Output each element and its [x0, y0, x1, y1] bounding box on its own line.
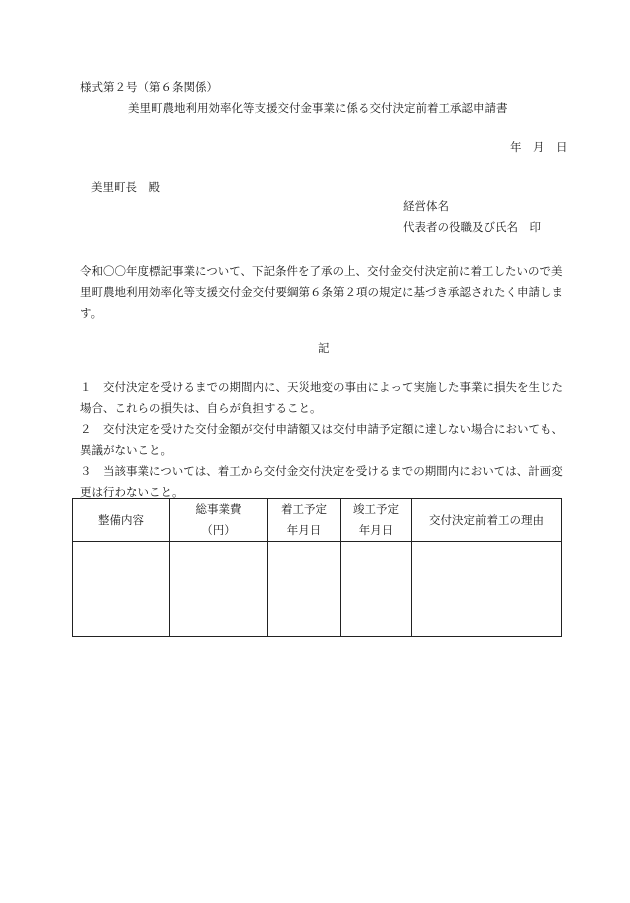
header-sublabel: 年月日 [358, 523, 394, 537]
header-label: 整備内容 [98, 512, 144, 527]
application-body-text: 令和〇〇年度標記事業について、下記条件を了承の上、交付金交付決定前に着工したいので美里町農地利用効率化等支援交付金交付要綱第６条第２項の規定に基づき承認されたく申請します。 [80, 264, 563, 320]
header-label: 竣工予定 [353, 502, 399, 516]
condition-item: ３ 当該事業については、着工から交付金交付決定を受けるまでの期間内においては、計画変更は行わないこと。 [80, 464, 563, 499]
condition-item: ２ 交付決定を受けた交付金額が交付申請額又は交付申請予定額に達しない場合においても、異議がないこと。 [80, 422, 563, 457]
applicant-representative-label: 代表者の役職及び氏名 印 [403, 220, 541, 234]
condition-item: １ 交付決定を受けるまでの期間内に、天災地変の事由によって実施した事業に損失を生じた場合、これらの損失は、自らが負担すること。 [80, 380, 563, 415]
table-row [73, 542, 562, 637]
header-cell-reason [412, 499, 562, 542]
header-cell-content [73, 499, 170, 542]
header-label: 交付決定前着工の理由 [429, 512, 544, 527]
header-sublabel: （円） [201, 523, 236, 537]
addressee: 美里町長 殿 [91, 180, 160, 194]
table-cell [412, 542, 562, 637]
table-cell [73, 542, 170, 637]
document-title: 美里町農地利用効率化等支援交付金事業に係る交付決定前着工承認申請書 [128, 101, 508, 115]
header-sublabel: 年月日 [286, 523, 322, 537]
table-cell [341, 542, 412, 637]
table-cell [268, 542, 341, 637]
header-label: 総事業費 [195, 502, 242, 516]
header-label: 着工予定 [281, 502, 327, 516]
header-cell-total-cost [170, 499, 268, 542]
table-header-row [73, 499, 562, 542]
ki-heading: 記 [318, 341, 330, 355]
table-cell [170, 542, 268, 637]
date-line: 年 月 日 [510, 140, 568, 154]
form-label: 様式第２号（第６条関係） [80, 80, 218, 94]
construction-table [72, 498, 562, 637]
applicant-entity-label: 経営体名 [403, 199, 449, 213]
header-cell-start-date [268, 499, 341, 542]
header-cell-completion-date [341, 499, 412, 542]
